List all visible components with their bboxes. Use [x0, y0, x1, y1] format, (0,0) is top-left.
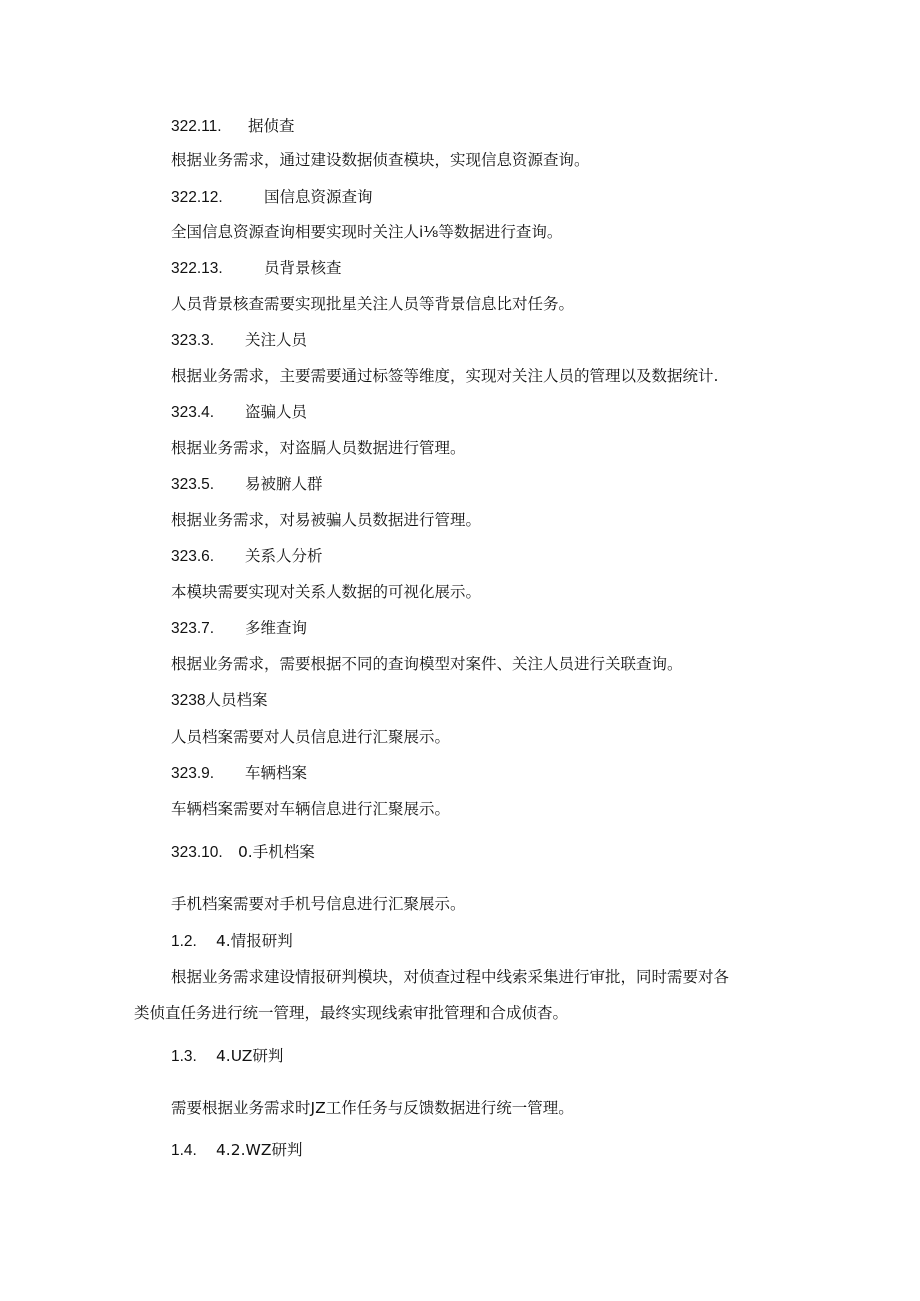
paragraph: 根据业务需求，主要需要通过标签等维度，实现对关注人员的管理以及数据统计. [171, 367, 719, 385]
section-title: 多维查询 [244, 619, 307, 637]
section-heading [171, 546, 322, 567]
section-number: 1.3. [171, 1048, 197, 1065]
section-heading [171, 1046, 283, 1067]
paragraph: 根据业务需求，需要根据不同的查询模型对案件、关注人员进行关联查询。 [171, 655, 683, 673]
section-title: 人员档案 [205, 691, 268, 709]
section-heading [171, 931, 293, 952]
paragraph-continuation: 类侦直任务进行统一管理，最终实现线索审批管理和合成侦杳。 [134, 1004, 569, 1022]
paragraph: 本模块需要实现对关系人数据的可视化展示。 [171, 583, 482, 601]
paragraph: 需要根据业务需求时JZ工作任务与反馈数据进行统一管理。 [171, 1099, 574, 1117]
section-number: 322.12. [171, 189, 223, 206]
section-title: 关注人员 [244, 331, 307, 349]
section-number: 323.9. [171, 765, 215, 782]
section-title: 4.UZ研判 [215, 1047, 284, 1065]
section-number: 323.6. [171, 548, 215, 565]
paragraph: 人员背景核查需要实现批星关注人员等背景信息比对任务。 [171, 295, 575, 313]
section-number: 1.2. [171, 933, 197, 950]
section-title: 0.手机档案 [237, 843, 315, 861]
section-number: 322.11. [171, 118, 222, 135]
section-number: 1.4. [171, 1142, 197, 1159]
section-heading [171, 618, 307, 639]
section-number: 323.10. [171, 844, 223, 861]
paragraph: 根据业务需求，对易被骗人员数据进行管理。 [171, 511, 482, 529]
section-title: 车辆档案 [244, 764, 307, 782]
section-heading [171, 690, 268, 711]
section-number: 322.13. [171, 260, 223, 277]
section-heading [171, 842, 315, 863]
section-title: 盗骗人员 [244, 403, 307, 421]
section-title: 4.情报研判 [215, 932, 293, 950]
section-number: 323.5. [171, 476, 215, 493]
section-heading [171, 330, 307, 351]
section-title: 员背景核查 [263, 259, 342, 277]
section-heading [171, 258, 341, 279]
paragraph: 人员档案需要对人员信息进行汇聚展示。 [171, 728, 451, 746]
section-number: 323.4. [171, 404, 215, 421]
section-number: 3238 [171, 692, 206, 709]
section-heading [171, 116, 294, 137]
section-title: 易被腑人群 [244, 475, 323, 493]
paragraph: 全国信息资源查询相要实现时关注人i⅛等数据进行查询。 [171, 223, 563, 241]
section-title: 据侦查 [247, 117, 295, 135]
section-number: 323.7. [171, 620, 215, 637]
section-title: 4.2.WZ研判 [215, 1141, 303, 1159]
section-number: 323.3. [171, 332, 215, 349]
section-heading [171, 402, 307, 423]
section-heading [171, 1140, 302, 1161]
section-heading [171, 474, 322, 495]
section-heading [171, 187, 372, 208]
paragraph: 根据业务需求建设情报研判模块，对侦查过程中线索采集进行审批，同时需要对各 [171, 968, 730, 986]
section-title: 关系人分析 [244, 547, 323, 565]
paragraph: 根据业务需求，通过建设数据侦查模块，实现信息资源查询。 [171, 151, 590, 169]
paragraph: 根据业务需求，对盗膈人员数据进行管理。 [171, 439, 466, 457]
paragraph: 车辆档案需要对车辆信息进行汇聚展示。 [171, 800, 451, 818]
section-heading [171, 763, 307, 784]
paragraph: 手机档案需要对手机号信息进行汇聚展示。 [171, 895, 466, 913]
section-title: 国信息资源查询 [263, 188, 373, 206]
